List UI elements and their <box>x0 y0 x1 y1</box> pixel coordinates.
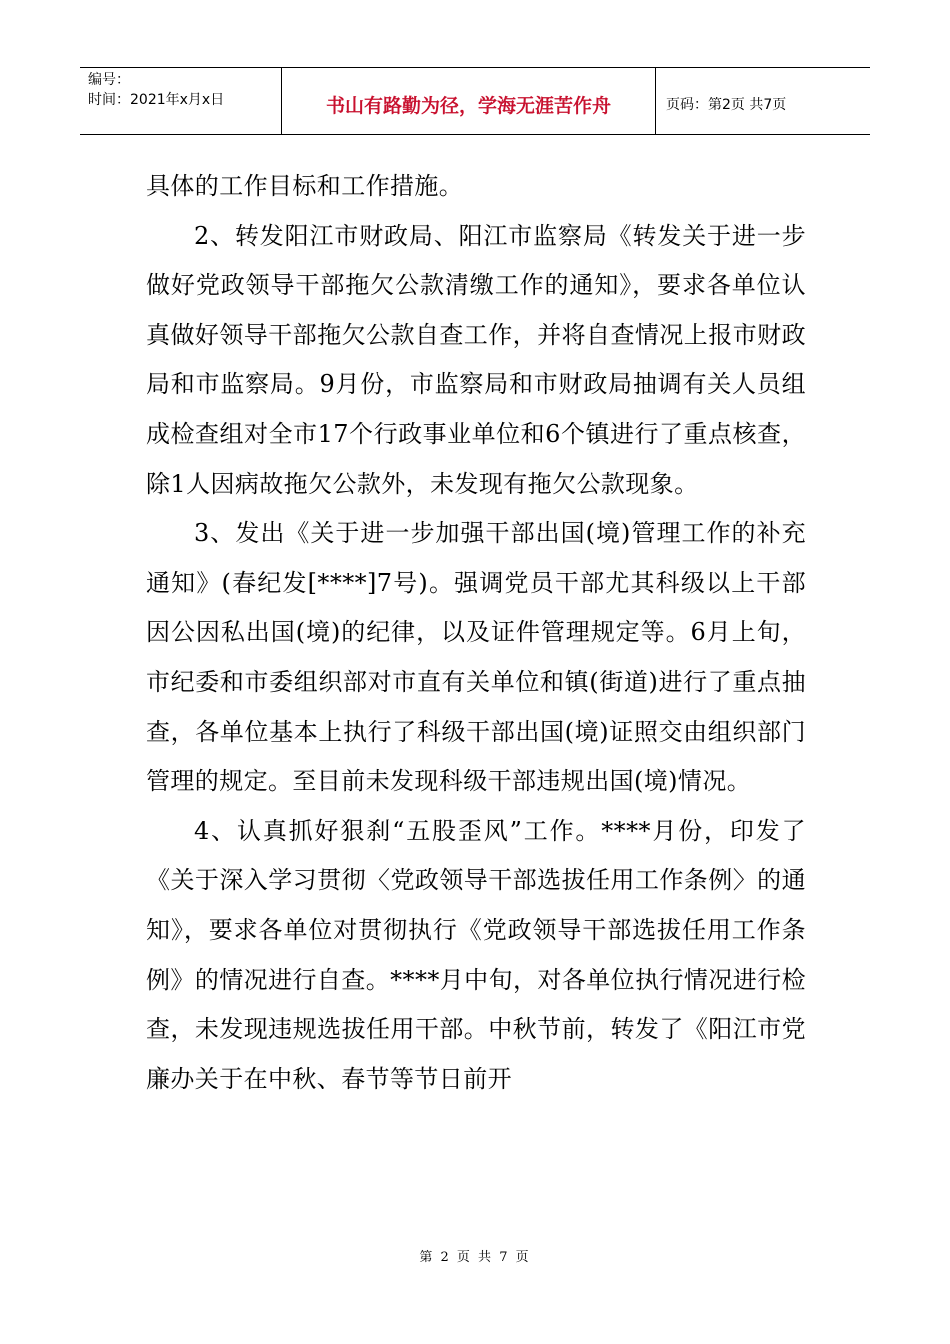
header-meta <box>80 68 282 134</box>
paragraph-item-2: 2、转发阳江市财政局、阳江市监察局《转发关于进一步做好党政领导干部拖欠公款清缴工作的通知》，要求各单位认真做好领导干部拖欠公款自查工作，并将自查情况上报市财政局和市监察局。9月份，市监察局和市财政局抽调有关人员组成检查组对全市17个行政事业单位和6个镇进行了重点核查，除1人因病故拖欠公款外，未发现有拖欠公款现象。 <box>146 221 806 498</box>
page-footer: 第 2 页 共 7 页 <box>419 1250 531 1265</box>
document-header <box>80 67 870 135</box>
paragraph-item-4: 4、认真抓好狠刹“五股歪风”工作。****月份，印发了《关于深入学习贯彻〈党政领导干部选拔任用工作条例〉的通知》，要求各单位对贯彻执行《党政领导干部选拔任用工作条例》的情况进行自查。****月中旬，对各单位执行情况进行检查，未发现违规选拔任用干部。中秋节前，转发了《阳江市党廉办关于在中秋、春节等节日前开 <box>146 816 806 1093</box>
header-motto: 书山有路勤为径，学海无涯苦作舟 <box>282 68 656 134</box>
document-number-label: 编号： <box>88 72 130 88</box>
document-body <box>146 162 806 1104</box>
paragraph-continuation: 具体的工作目标和工作措施。 <box>146 172 464 200</box>
header-page-code: 页码：第2页 共7页 <box>666 97 787 113</box>
paragraph-item-3: 3、发出《关于进一步加强干部出国(境)管理工作的补充通知》(春纪发[****]7号)。强调党员干部尤其科级以上干部因公因私出国(境)的纪律，以及证件管理规定等。6月上旬，市纪委和市委组织部对市直有关单位和镇(街道)进行了重点抽查，各单位基本上执行了科级干部出国(境)证照交由组织部门管理的规定。至目前未发现科级干部违规出国(境)情况。 <box>146 519 806 796</box>
document-time-label: 时间：2021年x月x日 <box>88 92 225 108</box>
